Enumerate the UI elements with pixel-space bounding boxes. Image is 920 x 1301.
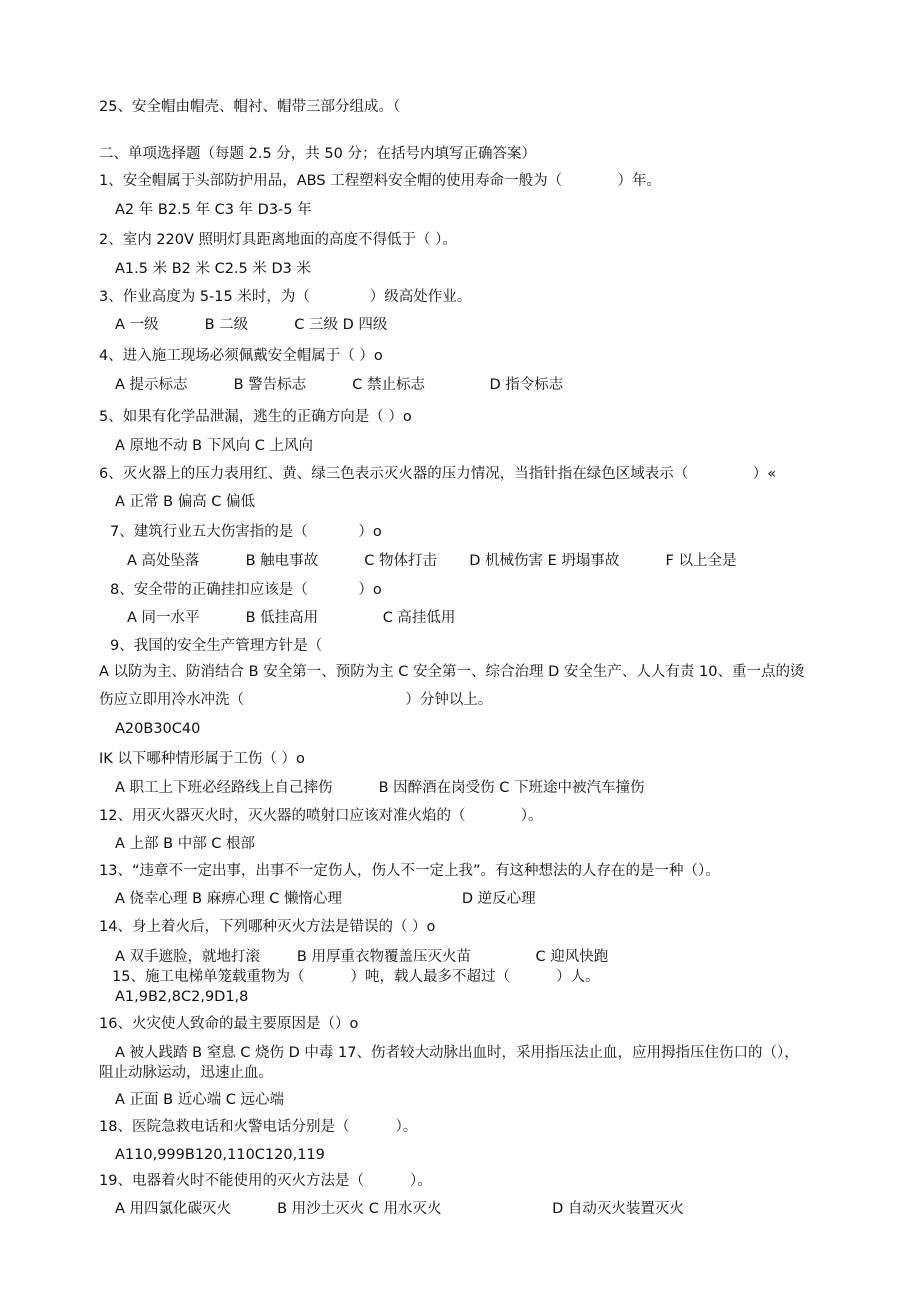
question-19: 19、电器着火时不能使用的灭火方法是（ ）。: [99, 1173, 432, 1189]
question-3: 3、作业高度为 5-15 米时，为（ ）级高处作业。: [99, 289, 472, 305]
question-9: 9、我国的安全生产管理方针是（: [110, 638, 323, 654]
question-8: 8、安全带的正确挂扣应该是（ ）o: [110, 582, 382, 598]
question-15: 15、施工电梯单笼载重物为（ ）吨，载人最多不超过（ ）人。: [112, 969, 600, 985]
question-11: IK 以下哪种情形属于工伤（ ）o: [99, 751, 305, 767]
question-14: 14、身上着火后，下列哪种灭火方法是错误的（ ）o: [99, 919, 436, 935]
question-2: 2、室内 220V 照明灯具距离地面的高度不得低于（ ）。: [99, 232, 457, 248]
question-13: 13、“违章不一定出事，出事不一定伤人，伤人不一定上我”。有这种想法的人存在的是一种（）。: [99, 863, 720, 879]
question-17-options: A 正面 B 近心端 C 远心端: [115, 1092, 285, 1108]
question-18: 18、医院急救电话和火警电话分别是（ ）。: [99, 1119, 418, 1135]
question-1-options: A2 年 B2.5 年 C3 年 D3-5 年: [115, 202, 312, 218]
question-2-options: A1.5 米 B2 米 C2.5 米 D3 米: [115, 261, 311, 277]
question-1: 1、安全帽属于头部防护用品，ABS 工程塑料安全帽的使用寿命一般为（ ）年。: [99, 173, 661, 189]
question-16-options: A 被人践踏 B 窒息 C 烧伤 D 中毒 17、伤者较大动脉出血时，采用指压法止血，应用拇指压住伤口的（），: [115, 1045, 799, 1061]
question-8-options: A 同一水平 B 低挂高用 C 高挂低用: [127, 610, 456, 626]
question-9-options: A 以防为主、防消结合 B 安全第一、预防为主 C 安全第一、综合治理 D 安全生产、人人有责 10、重一点的烫: [99, 664, 805, 680]
question-15-options: A1,9B2,8C2,9D1,8: [115, 989, 249, 1005]
section-heading: 二、单项选择题（每题 2.5 分，共 50 分；在括号内填写正确答案）: [99, 146, 536, 162]
question-13-options: A 侥幸心理 B 麻痹心理 C 懒惰心理 D 逆反心理: [115, 891, 536, 907]
question-6: 6、灭火器上的压力表用红、黄、绿三色表示灭火器的压力情况，当指针指在绿色区域表示（ ）«: [99, 466, 777, 482]
question-14-options: A 双手遮脸，就地打滚 B 用厚重衣物覆盖压灭火苗 C 迎风快跑: [115, 949, 609, 965]
question-11-options: A 职工上下班必经路线上自己摔伤 B 因醉酒在岗受伤 C 下班途中被汽车撞伤: [115, 780, 645, 796]
question-10-continued: 伤应立即用冷水冲洗（ ）分钟以上。: [99, 692, 493, 708]
question-6-options: A 正常 B 偏高 C 偏低: [115, 494, 256, 510]
question-4-options: A 提示标志 B 警告标志 C 禁止标志 D 指令标志: [115, 377, 564, 393]
question-16: 16、火灾使人致命的最主要原因是（）o: [99, 1016, 359, 1032]
question-7: 7、建筑行业五大伤害指的是（ ）o: [110, 524, 382, 540]
question-12: 12、用灭火器灭火时，灭火器的喷射口应该对准火焰的（ ）。: [99, 808, 543, 824]
question-3-options: A 一级 B 二级 C 三级 D 四级: [115, 317, 388, 333]
question-19-options: A 用四氯化碳灭火 B 用沙土灭火 C 用水灭火 D 自动灭火装置灭火: [115, 1201, 684, 1217]
question-5: 5、如果有化学品泄漏，逃生的正确方向是（ ）o: [99, 409, 412, 425]
question-10-options: A20B30C40: [115, 721, 201, 737]
question-17-continued: 阻止动脉运动，迅速止血。: [99, 1065, 273, 1081]
question-7-options: A 高处坠落 B 触电事故 C 物体打击 D 机械伤害 E 坍塌事故 F 以上全是: [127, 553, 737, 569]
question-12-options: A 上部 B 中部 C 根部: [115, 836, 256, 852]
question-25: 25、安全帽由帽壳、帽衬、帽带三部分组成。（: [99, 99, 401, 115]
question-5-options: A 原地不动 B 下风向 C 上风向: [115, 438, 314, 454]
question-18-options: A110,999B120,110C120,119: [115, 1147, 325, 1163]
question-4: 4、进入施工现场必须佩戴安全帽属于（ ）o: [99, 348, 383, 364]
